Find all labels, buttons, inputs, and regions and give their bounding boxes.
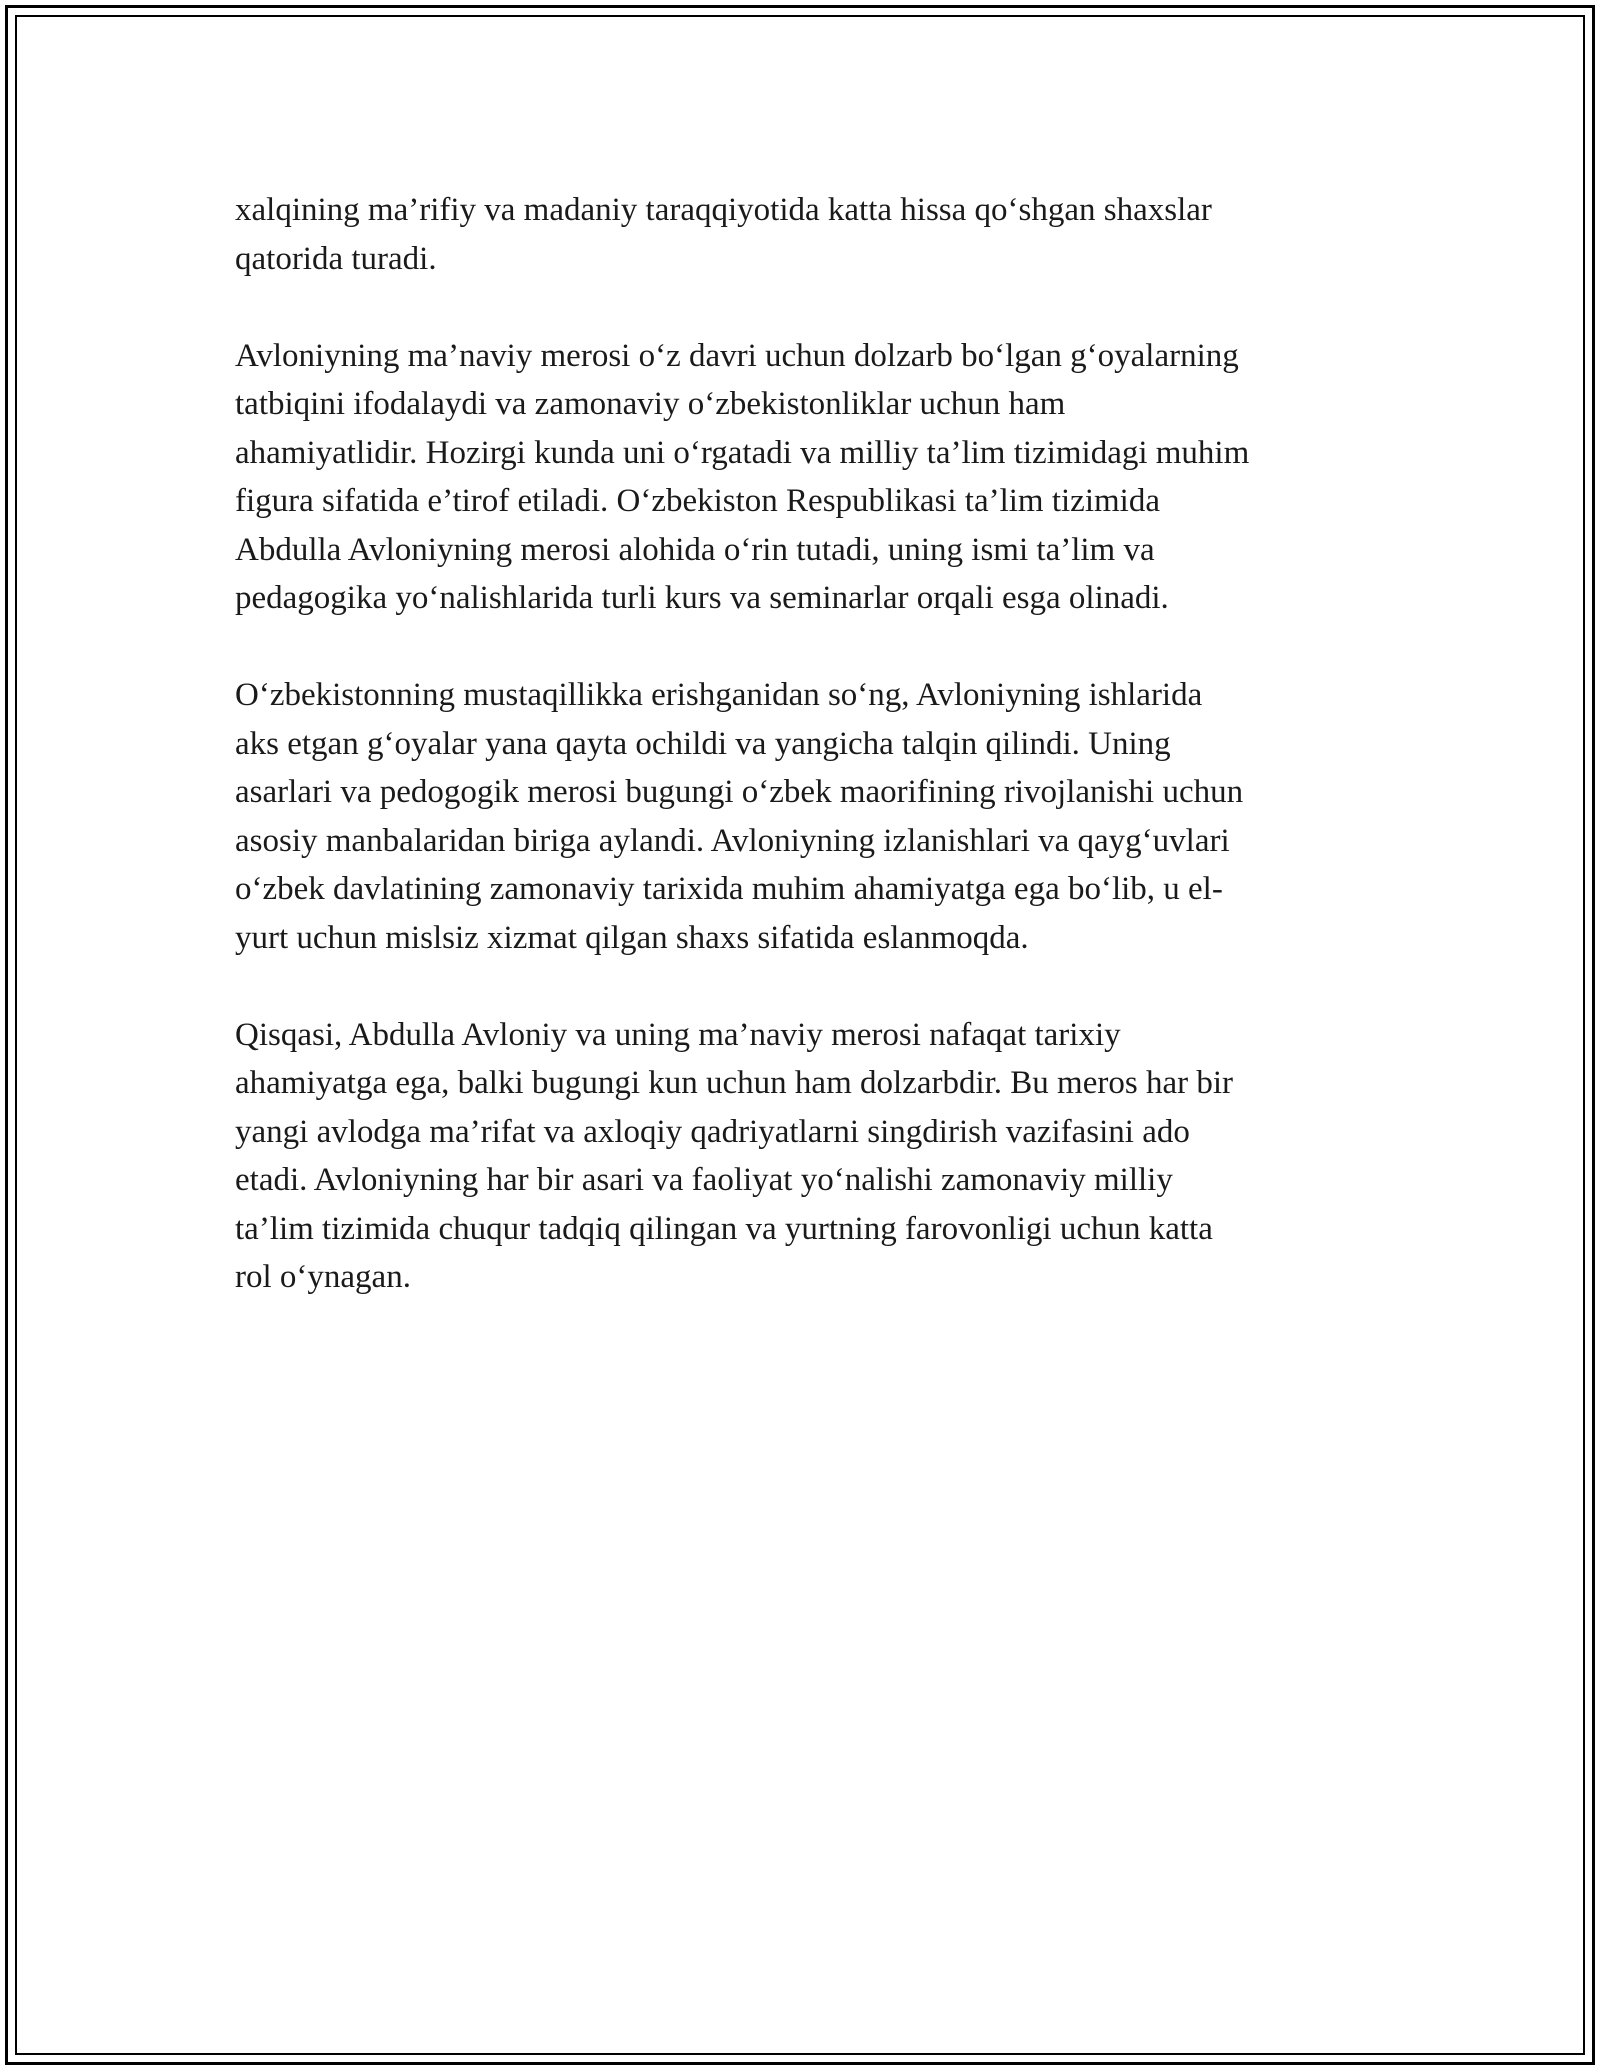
text-line: yurt uchun mislsiz xizmat qilgan shaxs sifatida eslanmoqda.	[235, 919, 1029, 956]
text-line: Abdulla Avloniyning merosi alohida o‘rin tutadi, uning ismi ta’lim va	[235, 531, 1155, 568]
paragraph-4	[235, 1011, 1375, 1302]
text-line: qatorida turadi.	[235, 240, 437, 277]
text-line: asarlari va pedogogik merosi bugungi o‘zbek maorifining rivojlanishi uchun	[235, 774, 1244, 810]
text-line: O‘zbekistonning mustaqillikka erishganidan so‘ng, Avloniyning ishlarida	[235, 677, 1203, 713]
text-line: Avloniyning ma’naviy merosi o‘z davri uchun dolzarb bo‘lgan g‘oyalarning	[235, 337, 1239, 374]
text-line: ahamiyatga ega, balki bugungi kun uchun ham dolzarbdir. Bu meros har bir	[235, 1065, 1233, 1101]
paragraph-2	[235, 332, 1375, 623]
text-line: Qisqasi, Abdulla Avloniy va uning ma’naviy merosi nafaqat tarixiy	[235, 1016, 1121, 1053]
text-line: ta’lim tizimida chuqur tadqiq qilingan va yurtning farovonligi uchun katta	[235, 1210, 1213, 1247]
text-line: yangi avlodga ma’rifat va axloqiy qadriyatlarni singdirish vazifasini ado	[235, 1113, 1190, 1150]
text-line: tatbiqini ifodalaydi va zamonaviy o‘zbekistonliklar uchun ham	[235, 386, 1066, 422]
text-line: asosiy manbalaridan biriga aylandi. Avloniyning izlanishlari va qayg‘uvlari	[235, 822, 1230, 859]
paragraph-1	[235, 186, 1375, 283]
text-line: o‘zbek davlatining zamonaviy tarixida muhim ahamiyatga ega bo‘lib, u el-	[235, 871, 1223, 907]
text-line: figura sifatida e’tirof etiladi. O‘zbekiston Respublikasi ta’lim tizimida	[235, 483, 1160, 519]
text-line: etadi. Avloniyning har bir asari va faoliyat yo‘nalishi zamonaviy milliy	[235, 1162, 1173, 1198]
text-line: xalqining ma’rifiy va madaniy taraqqiyotida katta hissa qo‘shgan shaxslar	[235, 192, 1212, 228]
text-line: ahamiyatlidir. Hozirgi kunda uni o‘rgatadi va milliy ta’lim tizimidagi muhim	[235, 434, 1250, 471]
paragraph-3	[235, 671, 1375, 962]
text-line: aks etgan g‘oyalar yana qayta ochildi va yangicha talqin qilindi. Uning	[235, 725, 1171, 762]
document-body	[235, 186, 1375, 1350]
text-line: rol o‘ynagan.	[235, 1259, 411, 1295]
text-line: pedagogika yo‘nalishlarida turli kurs va seminarlar orqali esga olinadi.	[235, 580, 1169, 616]
